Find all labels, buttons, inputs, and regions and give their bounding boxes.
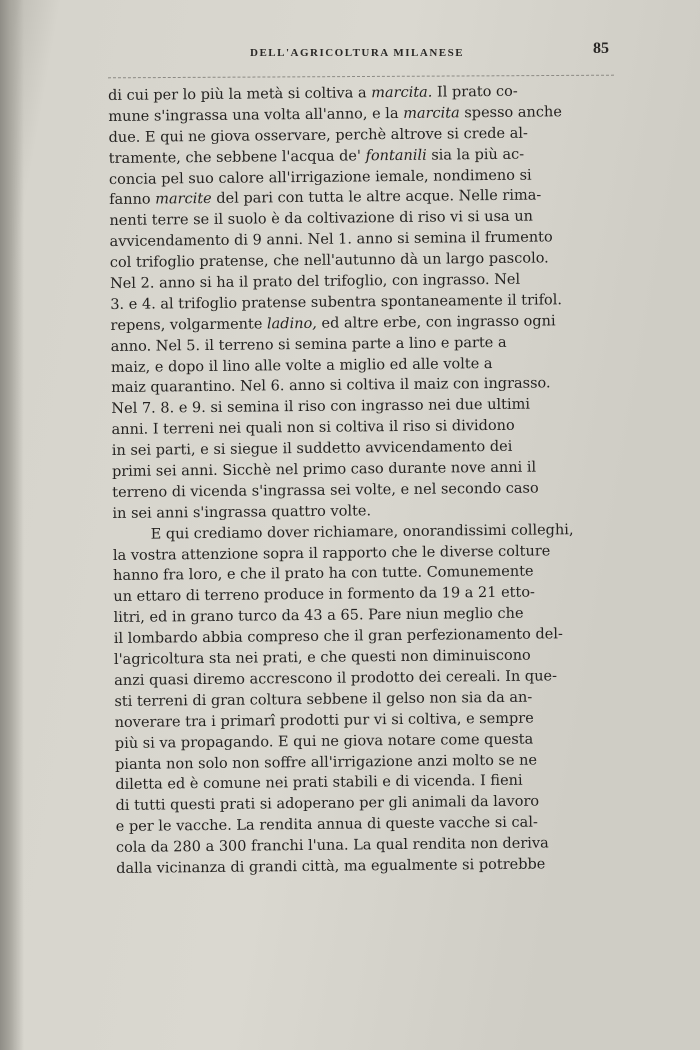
text-run: 3. e 4. al trifoglio pratense subentra spontaneamente il trifol. xyxy=(110,292,563,313)
text-run: in sei parti, e si siegue il suddetto avvicendamento dei xyxy=(111,438,513,460)
text-run: di tutti questi prati si adoperano per gli animali da lavoro xyxy=(115,793,540,815)
text-run: mune s'ingrassa una volta all'anno, e la xyxy=(108,105,404,125)
text-line xyxy=(116,854,631,880)
text-run: col trifoglio pratense, che nell'autunno dà un largo pascolo. xyxy=(109,250,549,272)
text-run: del pari con tutta le altre acque. Nelle rima- xyxy=(211,187,542,208)
text-run: repens, volgarmente xyxy=(110,316,268,334)
text-run: due. E qui ne giova osservare, perchè altrove si crede al- xyxy=(108,125,528,146)
page-gutter-shadow xyxy=(0,0,24,1050)
text-run: terreno di vicenda s'ingrassa sei volte, e nel secondo caso xyxy=(112,480,539,501)
italic-term: marcita. xyxy=(371,84,433,102)
text-run: hanno fra loro, e che il prato ha con tutte. Comunemente xyxy=(113,564,534,585)
text-run: Nel 2. anno si ha il prato del trifoglio, con ingrasso. Nel xyxy=(109,271,521,293)
text-run: Il prato co- xyxy=(432,83,518,101)
text-run: sti terreni di gran coltura sebbene il gelso non sia da an- xyxy=(114,689,533,710)
text-run: fanno xyxy=(109,191,156,209)
text-run: noverare tra i primarî prodotti pur vi si coltiva, e sempre xyxy=(114,710,534,731)
italic-term: ladino, xyxy=(266,315,317,333)
italic-term: marcite xyxy=(155,191,212,208)
text-run: sia la più ac- xyxy=(426,146,525,164)
text-run: spesso anche xyxy=(459,104,562,122)
text-run: cola da 280 a 300 franchi l'una. La qual rendita non deriva xyxy=(115,835,549,857)
text-run: più si va propagando. E qui ne giova notare come questa xyxy=(114,731,534,752)
text-run: maiz quarantino. Nel 6. anno si coltiva il maiz con ingrasso. xyxy=(111,375,551,397)
text-run: primi sei anni. Sicchè nel primo caso durante nove anni il xyxy=(111,459,537,481)
text-run: ed altre erbe, con ingrasso ogni xyxy=(316,313,556,332)
text-run: la vostra attenzione sopra il rapporto che le diverse colture xyxy=(112,542,551,564)
italic-term: fontanili xyxy=(365,147,427,164)
header-rule xyxy=(108,75,614,79)
text-run: litri, ed in grano turco da 43 a 65. Pare niun meglio che xyxy=(113,605,524,627)
text-run: nenti terre se il suolo è da coltivazione di riso vi si usa un xyxy=(109,208,534,230)
text-run: in sei anni s'ingrassa quattro volte. xyxy=(112,503,372,522)
text-run: concia pel suo calore all'irrigazione iemale, nondimeno si xyxy=(108,167,532,188)
paragraph-1 xyxy=(108,81,628,525)
body-text xyxy=(108,81,631,880)
text-run: anni. I terreni nei quali non si coltiva il riso si dividono xyxy=(111,418,515,439)
text-run: E qui crediamo dover richiamare, onorandissimi colleghi, xyxy=(150,521,574,543)
text-run: il lombardo abbia compreso che il gran perfezionamento del- xyxy=(113,626,563,648)
text-run: tramente, che sebbene l'acqua de' xyxy=(108,147,366,167)
italic-term: marcita xyxy=(403,105,460,122)
text-run: di cui per lo più la metà si coltiva a xyxy=(108,85,372,104)
page-number: 85 xyxy=(593,40,609,57)
text-run: anno. Nel 5. il terreno si semina parte a lino e parte a xyxy=(110,334,507,355)
text-run: l'agricoltura sta nei prati, e che questi non diminuiscono xyxy=(113,647,531,669)
text-run: pianta non solo non soffre all'irrigazione anzi molto se ne xyxy=(115,752,538,773)
text-run: avvicendamento di 9 anni. Nel 1. anno si semina il frumento xyxy=(109,229,553,251)
text-run: un ettaro di terreno produce in formento da 19 a 21 etto- xyxy=(113,584,536,606)
running-title: DELL'AGRICOLTURA MILANESE xyxy=(250,47,465,59)
text-run: dalla vicinanza di grandi città, ma egualmente si potrebbe xyxy=(116,856,546,877)
text-run: anzi quasi diremo accrescono il prodotto dei cereali. In que- xyxy=(114,668,558,689)
paragraph-2 xyxy=(113,519,632,880)
text-run: diletta ed è comune nei prati stabili e di vicenda. I fieni xyxy=(115,773,523,794)
text-run: Nel 7. 8. e 9. si semina il riso con ingrasso nei due ultimi xyxy=(111,396,531,418)
text-run: maiz, e dopo il lino alle volte a miglio ed alle volte a xyxy=(110,355,493,376)
text-run: e per le vacche. La rendita annua di queste vacche si cal- xyxy=(115,814,538,836)
